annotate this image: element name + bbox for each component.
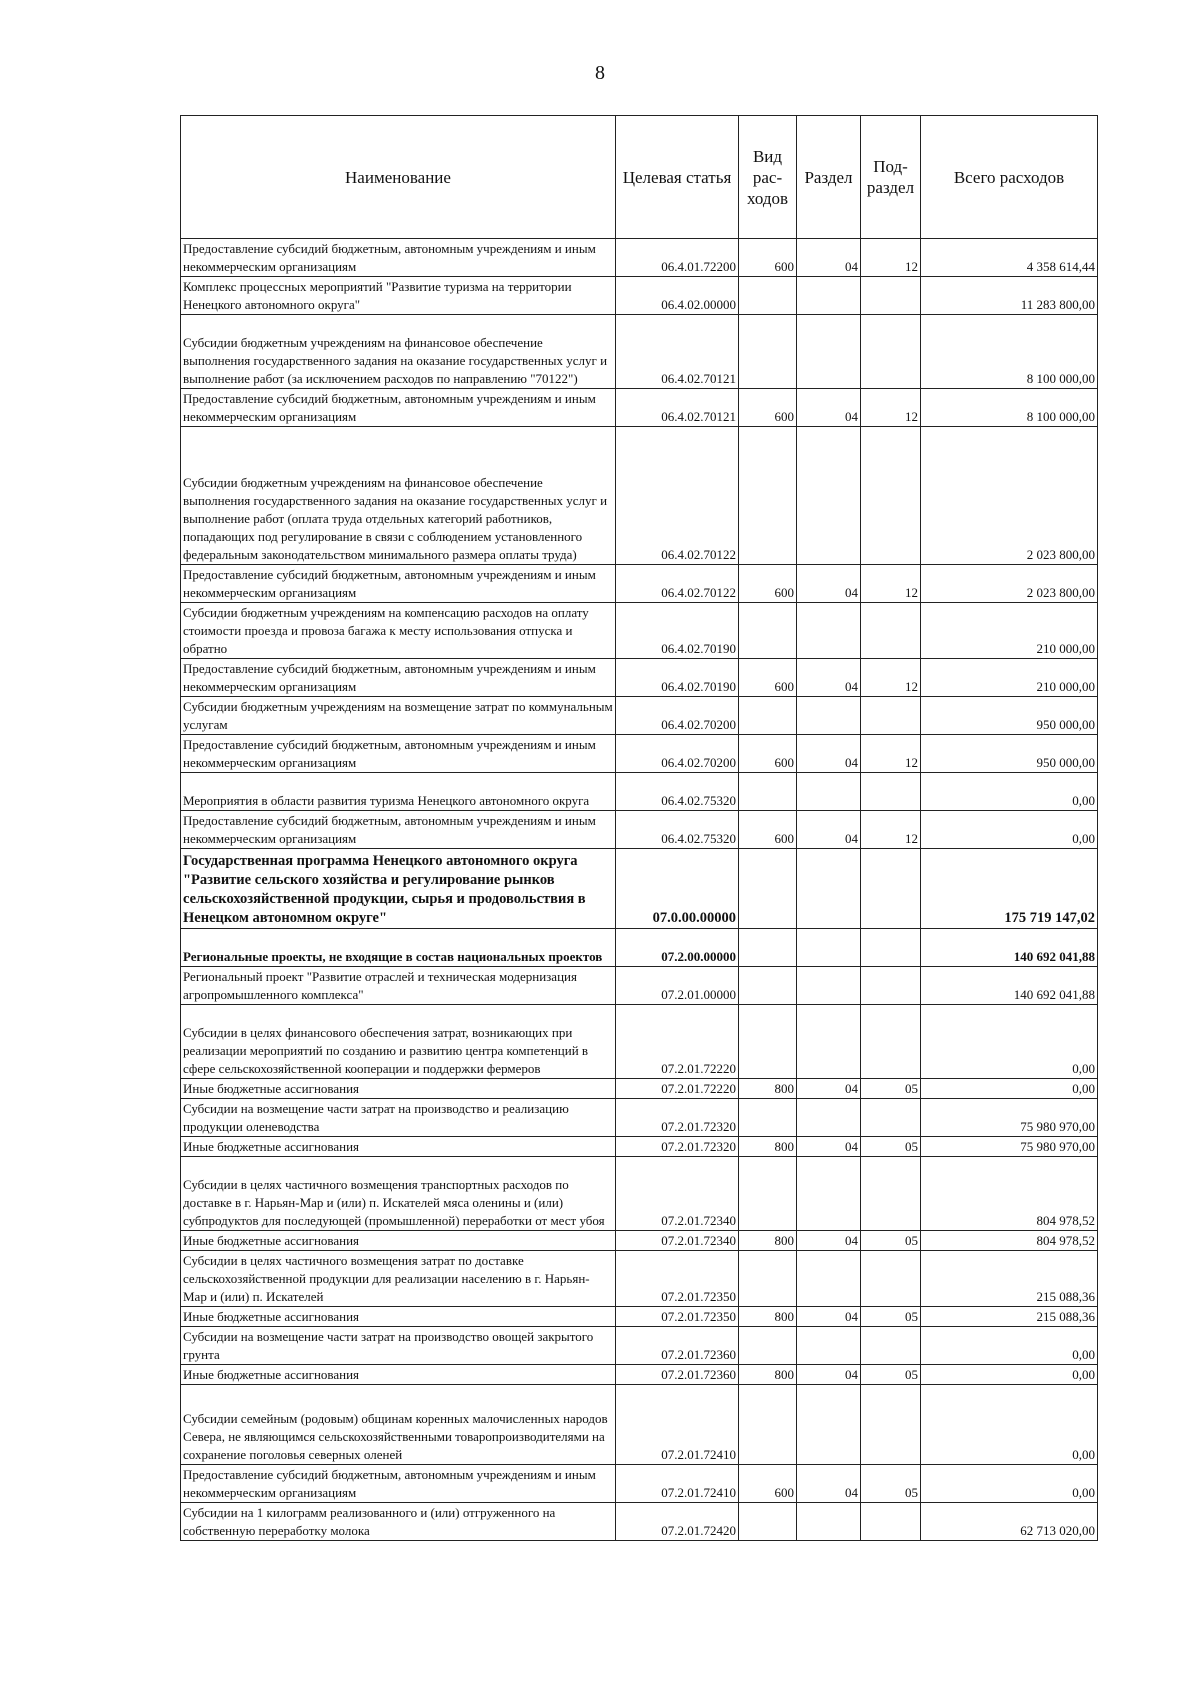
row-expense-kind-cell: 600 bbox=[739, 659, 797, 697]
row-subsection-cell: 05 bbox=[861, 1465, 921, 1503]
row-target-article-cell: 06.4.02.70122 bbox=[616, 427, 739, 565]
row-expense-kind-cell bbox=[739, 603, 797, 659]
row-section-cell: 04 bbox=[797, 565, 861, 603]
row-section-cell: 04 bbox=[797, 1079, 861, 1099]
row-subsection-cell bbox=[861, 1251, 921, 1307]
table-row bbox=[181, 1005, 1098, 1079]
row-total-cell: 4 358 614,44 bbox=[921, 239, 1098, 277]
row-expense-kind-cell bbox=[739, 277, 797, 315]
row-target-article-cell: 06.4.02.70200 bbox=[616, 697, 739, 735]
row-expense-kind-cell: 800 bbox=[739, 1231, 797, 1251]
row-name-cell: Субсидии в целях частичного возмещения транспортных расходов по доставке в г. Нарьян-Мар и (или) п. Искателей мяса оленины и (или) субпродуктов для последующей (промышленной) переработки от мест убоя bbox=[181, 1157, 616, 1231]
row-target-article-cell: 06.4.02.70122 bbox=[616, 565, 739, 603]
table-row bbox=[181, 603, 1098, 659]
row-target-article-cell: 07.2.01.72410 bbox=[616, 1465, 739, 1503]
row-expense-kind-cell bbox=[739, 1099, 797, 1137]
row-section-cell bbox=[797, 967, 861, 1005]
table-row bbox=[181, 929, 1098, 967]
row-name-cell: Предоставление субсидий бюджетным, автономным учреждениям и иным некоммерческим организациям bbox=[181, 659, 616, 697]
row-subsection-cell: 12 bbox=[861, 659, 921, 697]
row-expense-kind-cell: 600 bbox=[739, 565, 797, 603]
row-target-article-cell: 07.2.01.72220 bbox=[616, 1079, 739, 1099]
row-name-cell: Иные бюджетные ассигнования bbox=[181, 1365, 616, 1385]
row-section-cell: 04 bbox=[797, 1365, 861, 1385]
row-total-cell: 0,00 bbox=[921, 1465, 1098, 1503]
row-subsection-cell: 05 bbox=[861, 1137, 921, 1157]
row-expense-kind-cell bbox=[739, 773, 797, 811]
row-total-cell: 175 719 147,02 bbox=[921, 849, 1098, 929]
table-row bbox=[181, 315, 1098, 389]
row-subsection-cell: 05 bbox=[861, 1365, 921, 1385]
row-name-cell: Мероприятия в области развития туризма Ненецкого автономного округа bbox=[181, 773, 616, 811]
row-subsection-cell: 05 bbox=[861, 1079, 921, 1099]
row-name-cell: Иные бюджетные ассигнования bbox=[181, 1079, 616, 1099]
row-total-cell: 0,00 bbox=[921, 1079, 1098, 1099]
row-section-cell: 04 bbox=[797, 1231, 861, 1251]
row-subsection-cell bbox=[861, 1099, 921, 1137]
row-expense-kind-cell: 600 bbox=[739, 735, 797, 773]
row-total-cell: 210 000,00 bbox=[921, 659, 1098, 697]
row-target-article-cell: 07.2.01.72420 bbox=[616, 1503, 739, 1541]
table-row bbox=[181, 239, 1098, 277]
row-total-cell: 0,00 bbox=[921, 1005, 1098, 1079]
row-target-article-cell: 06.4.02.00000 bbox=[616, 277, 739, 315]
row-subsection-cell: 12 bbox=[861, 811, 921, 849]
row-target-article-cell: 06.4.02.70190 bbox=[616, 659, 739, 697]
row-total-cell: 210 000,00 bbox=[921, 603, 1098, 659]
row-target-article-cell: 06.4.01.72200 bbox=[616, 239, 739, 277]
row-expense-kind-cell bbox=[739, 849, 797, 929]
row-target-article-cell: 06.4.02.70200 bbox=[616, 735, 739, 773]
row-expense-kind-cell bbox=[739, 1157, 797, 1231]
row-expense-kind-cell bbox=[739, 967, 797, 1005]
row-total-cell: 0,00 bbox=[921, 1365, 1098, 1385]
row-expense-kind-cell bbox=[739, 315, 797, 389]
row-total-cell: 62 713 020,00 bbox=[921, 1503, 1098, 1541]
row-section-cell: 04 bbox=[797, 1465, 861, 1503]
row-target-article-cell: 07.2.01.72360 bbox=[616, 1365, 739, 1385]
row-subsection-cell bbox=[861, 427, 921, 565]
row-section-cell bbox=[797, 1005, 861, 1079]
row-total-cell: 215 088,36 bbox=[921, 1251, 1098, 1307]
row-total-cell: 11 283 800,00 bbox=[921, 277, 1098, 315]
header-subsection: Под- раздел bbox=[861, 116, 921, 239]
table-row bbox=[181, 389, 1098, 427]
row-target-article-cell: 07.2.01.72220 bbox=[616, 1005, 739, 1079]
header-name: Наименование bbox=[181, 116, 616, 239]
row-name-cell: Комплекс процессных мероприятий "Развитие туризма на территории Ненецкого автономного округа" bbox=[181, 277, 616, 315]
row-section-cell bbox=[797, 1251, 861, 1307]
budget-table bbox=[180, 115, 1098, 1541]
row-target-article-cell: 07.2.01.72340 bbox=[616, 1157, 739, 1231]
row-total-cell: 75 980 970,00 bbox=[921, 1137, 1098, 1157]
row-total-cell: 2 023 800,00 bbox=[921, 427, 1098, 565]
table-row bbox=[181, 1465, 1098, 1503]
table-row bbox=[181, 1099, 1098, 1137]
row-section-cell bbox=[797, 277, 861, 315]
row-section-cell bbox=[797, 697, 861, 735]
row-subsection-cell: 12 bbox=[861, 389, 921, 427]
row-name-cell: Субсидии на возмещение части затрат на производство овощей закрытого грунта bbox=[181, 1327, 616, 1365]
row-name-cell: Субсидии на 1 килограмм реализованного и (или) отгруженного на собственную переработку молока bbox=[181, 1503, 616, 1541]
row-section-cell: 04 bbox=[797, 811, 861, 849]
row-expense-kind-cell: 600 bbox=[739, 1465, 797, 1503]
table-row bbox=[181, 427, 1098, 565]
row-expense-kind-cell: 600 bbox=[739, 389, 797, 427]
row-name-cell: Предоставление субсидий бюджетным, автономным учреждениям и иным некоммерческим организациям bbox=[181, 1465, 616, 1503]
row-subsection-cell bbox=[861, 773, 921, 811]
row-section-cell bbox=[797, 1327, 861, 1365]
row-expense-kind-cell bbox=[739, 1503, 797, 1541]
row-section-cell bbox=[797, 773, 861, 811]
row-target-article-cell: 07.2.01.00000 bbox=[616, 967, 739, 1005]
header-target-article: Целевая статья bbox=[616, 116, 739, 239]
row-target-article-cell: 07.2.01.72360 bbox=[616, 1327, 739, 1365]
row-name-cell: Субсидии семейным (родовым) общинам коренных малочисленных народов Севера, не являющимся сельскохозяйственными товаропроизводителями на сохранение поголовья северных оленей bbox=[181, 1385, 616, 1465]
row-name-cell: Региональные проекты, не входящие в состав национальных проектов bbox=[181, 929, 616, 967]
header-expense-kind: Вид рас- ходов bbox=[739, 116, 797, 239]
row-name-cell: Региональный проект "Развитие отраслей и техническая модернизация агропромышленного комплекса" bbox=[181, 967, 616, 1005]
row-name-cell: Предоставление субсидий бюджетным, автономным учреждениям и иным некоммерческим организациям bbox=[181, 565, 616, 603]
row-subsection-cell bbox=[861, 603, 921, 659]
table-row bbox=[181, 967, 1098, 1005]
row-total-cell: 75 980 970,00 bbox=[921, 1099, 1098, 1137]
row-subsection-cell: 05 bbox=[861, 1231, 921, 1251]
row-section-cell bbox=[797, 1157, 861, 1231]
row-name-cell: Предоставление субсидий бюджетным, автономным учреждениям и иным некоммерческим организациям bbox=[181, 811, 616, 849]
table-row bbox=[181, 565, 1098, 603]
row-target-article-cell: 06.4.02.75320 bbox=[616, 811, 739, 849]
row-section-cell: 04 bbox=[797, 1137, 861, 1157]
row-subsection-cell bbox=[861, 277, 921, 315]
row-name-cell: Предоставление субсидий бюджетным, автономным учреждениям и иным некоммерческим организациям bbox=[181, 239, 616, 277]
row-target-article-cell: 06.4.02.70121 bbox=[616, 315, 739, 389]
row-subsection-cell bbox=[861, 849, 921, 929]
row-name-cell: Субсидии на возмещение части затрат на производство и реализацию продукции оленеводства bbox=[181, 1099, 616, 1137]
row-total-cell: 804 978,52 bbox=[921, 1157, 1098, 1231]
table-row bbox=[181, 697, 1098, 735]
row-name-cell: Иные бюджетные ассигнования bbox=[181, 1307, 616, 1327]
row-subsection-cell bbox=[861, 1503, 921, 1541]
table-row bbox=[181, 1365, 1098, 1385]
table-row bbox=[181, 1079, 1098, 1099]
row-total-cell: 140 692 041,88 bbox=[921, 929, 1098, 967]
row-name-cell: Иные бюджетные ассигнования bbox=[181, 1231, 616, 1251]
row-subsection-cell bbox=[861, 315, 921, 389]
table-row bbox=[181, 1307, 1098, 1327]
row-target-article-cell: 06.4.02.70121 bbox=[616, 389, 739, 427]
row-target-article-cell: 07.2.01.72340 bbox=[616, 1231, 739, 1251]
row-expense-kind-cell: 800 bbox=[739, 1365, 797, 1385]
row-expense-kind-cell bbox=[739, 1327, 797, 1365]
row-name-cell: Предоставление субсидий бюджетным, автономным учреждениям и иным некоммерческим организациям bbox=[181, 735, 616, 773]
row-target-article-cell: 07.2.00.00000 bbox=[616, 929, 739, 967]
row-subsection-cell: 12 bbox=[861, 239, 921, 277]
row-expense-kind-cell bbox=[739, 1005, 797, 1079]
row-total-cell: 804 978,52 bbox=[921, 1231, 1098, 1251]
table-row bbox=[181, 1157, 1098, 1231]
row-target-article-cell: 07.2.01.72350 bbox=[616, 1307, 739, 1327]
table-row bbox=[181, 659, 1098, 697]
row-name-cell: Предоставление субсидий бюджетным, автономным учреждениям и иным некоммерческим организациям bbox=[181, 389, 616, 427]
page-number: 8 bbox=[595, 62, 605, 84]
row-section-cell bbox=[797, 1385, 861, 1465]
row-name-cell: Государственная программа Ненецкого автономного округа "Развитие сельского хозяйства и регулирование рынков сельскохозяйственной продукции, сырья и продовольствия в Ненецком автономном округе" bbox=[181, 849, 616, 929]
row-name-cell: Иные бюджетные ассигнования bbox=[181, 1137, 616, 1157]
row-subsection-cell bbox=[861, 697, 921, 735]
row-expense-kind-cell bbox=[739, 427, 797, 565]
row-target-article-cell: 07.2.01.72350 bbox=[616, 1251, 739, 1307]
row-expense-kind-cell bbox=[739, 697, 797, 735]
row-section-cell bbox=[797, 1099, 861, 1137]
row-target-article-cell: 07.2.01.72320 bbox=[616, 1137, 739, 1157]
header-section: Раздел bbox=[797, 116, 861, 239]
row-total-cell: 950 000,00 bbox=[921, 735, 1098, 773]
row-section-cell: 04 bbox=[797, 659, 861, 697]
table-row bbox=[181, 849, 1098, 929]
row-subsection-cell bbox=[861, 1327, 921, 1365]
row-expense-kind-cell bbox=[739, 929, 797, 967]
table-row bbox=[181, 1385, 1098, 1465]
row-subsection-cell bbox=[861, 1385, 921, 1465]
row-total-cell: 950 000,00 bbox=[921, 697, 1098, 735]
row-subsection-cell: 05 bbox=[861, 1307, 921, 1327]
row-total-cell: 2 023 800,00 bbox=[921, 565, 1098, 603]
table-row bbox=[181, 1231, 1098, 1251]
row-target-article-cell: 07.0.00.00000 bbox=[616, 849, 739, 929]
row-target-article-cell: 06.4.02.75320 bbox=[616, 773, 739, 811]
table-row bbox=[181, 1503, 1098, 1541]
table-row bbox=[181, 1251, 1098, 1307]
row-expense-kind-cell bbox=[739, 1385, 797, 1465]
row-section-cell bbox=[797, 1503, 861, 1541]
row-target-article-cell: 06.4.02.70190 bbox=[616, 603, 739, 659]
row-name-cell: Субсидии в целях частичного возмещения затрат по доставке сельскохозяйственной продукции для реализации населению в г. Нарьян-Мар и (или) п. Искателей bbox=[181, 1251, 616, 1307]
row-expense-kind-cell: 600 bbox=[739, 239, 797, 277]
table-header-row bbox=[181, 116, 1098, 239]
row-total-cell: 0,00 bbox=[921, 1385, 1098, 1465]
row-section-cell bbox=[797, 603, 861, 659]
row-section-cell bbox=[797, 427, 861, 565]
row-section-cell bbox=[797, 929, 861, 967]
row-section-cell bbox=[797, 849, 861, 929]
table-row bbox=[181, 1327, 1098, 1365]
row-name-cell: Субсидии бюджетным учреждениям на возмещение затрат по коммунальным услугам bbox=[181, 697, 616, 735]
row-subsection-cell bbox=[861, 1005, 921, 1079]
row-section-cell: 04 bbox=[797, 735, 861, 773]
row-expense-kind-cell: 600 bbox=[739, 811, 797, 849]
row-name-cell: Субсидии бюджетным учреждениям на компенсацию расходов на оплату стоимости проезда и провоза багажа к месту использования отпуска и обратно bbox=[181, 603, 616, 659]
row-total-cell: 215 088,36 bbox=[921, 1307, 1098, 1327]
row-name-cell: Субсидии бюджетным учреждениям на финансовое обеспечение выполнения государственного задания на оказание государственных услуг и выполнение работ (за исключением расходов по направлению "70122") bbox=[181, 315, 616, 389]
row-expense-kind-cell: 800 bbox=[739, 1079, 797, 1099]
row-subsection-cell: 12 bbox=[861, 735, 921, 773]
row-subsection-cell bbox=[861, 929, 921, 967]
row-total-cell: 0,00 bbox=[921, 773, 1098, 811]
table-row bbox=[181, 277, 1098, 315]
row-target-article-cell: 07.2.01.72320 bbox=[616, 1099, 739, 1137]
row-total-cell: 0,00 bbox=[921, 1327, 1098, 1365]
row-subsection-cell bbox=[861, 1157, 921, 1231]
header-total: Всего расходов bbox=[921, 116, 1098, 239]
row-section-cell: 04 bbox=[797, 239, 861, 277]
row-section-cell: 04 bbox=[797, 389, 861, 427]
row-subsection-cell: 12 bbox=[861, 565, 921, 603]
table-row bbox=[181, 773, 1098, 811]
row-name-cell: Субсидии бюджетным учреждениям на финансовое обеспечение выполнения государственного задания на оказание государственных услуг и выполнение работ (оплата труда отдельных категорий работников, попадающих под регулирование в связи с соблюдением установленного федеральным законодательством минимального размера оплаты труда) bbox=[181, 427, 616, 565]
row-section-cell bbox=[797, 315, 861, 389]
row-total-cell: 8 100 000,00 bbox=[921, 389, 1098, 427]
row-target-article-cell: 07.2.01.72410 bbox=[616, 1385, 739, 1465]
table-row bbox=[181, 1137, 1098, 1157]
row-section-cell: 04 bbox=[797, 1307, 861, 1327]
row-total-cell: 140 692 041,88 bbox=[921, 967, 1098, 1005]
row-total-cell: 0,00 bbox=[921, 811, 1098, 849]
row-expense-kind-cell: 800 bbox=[739, 1137, 797, 1157]
row-name-cell: Субсидии в целях финансового обеспечения затрат, возникающих при реализации мероприятий по созданию и развитию центра компетенций в сфере сельскохозяйственной кооперации и поддержки фермеров bbox=[181, 1005, 616, 1079]
row-expense-kind-cell: 800 bbox=[739, 1307, 797, 1327]
row-expense-kind-cell bbox=[739, 1251, 797, 1307]
table-row bbox=[181, 811, 1098, 849]
row-subsection-cell bbox=[861, 967, 921, 1005]
table-row bbox=[181, 735, 1098, 773]
table-body bbox=[181, 239, 1098, 1541]
row-total-cell: 8 100 000,00 bbox=[921, 315, 1098, 389]
